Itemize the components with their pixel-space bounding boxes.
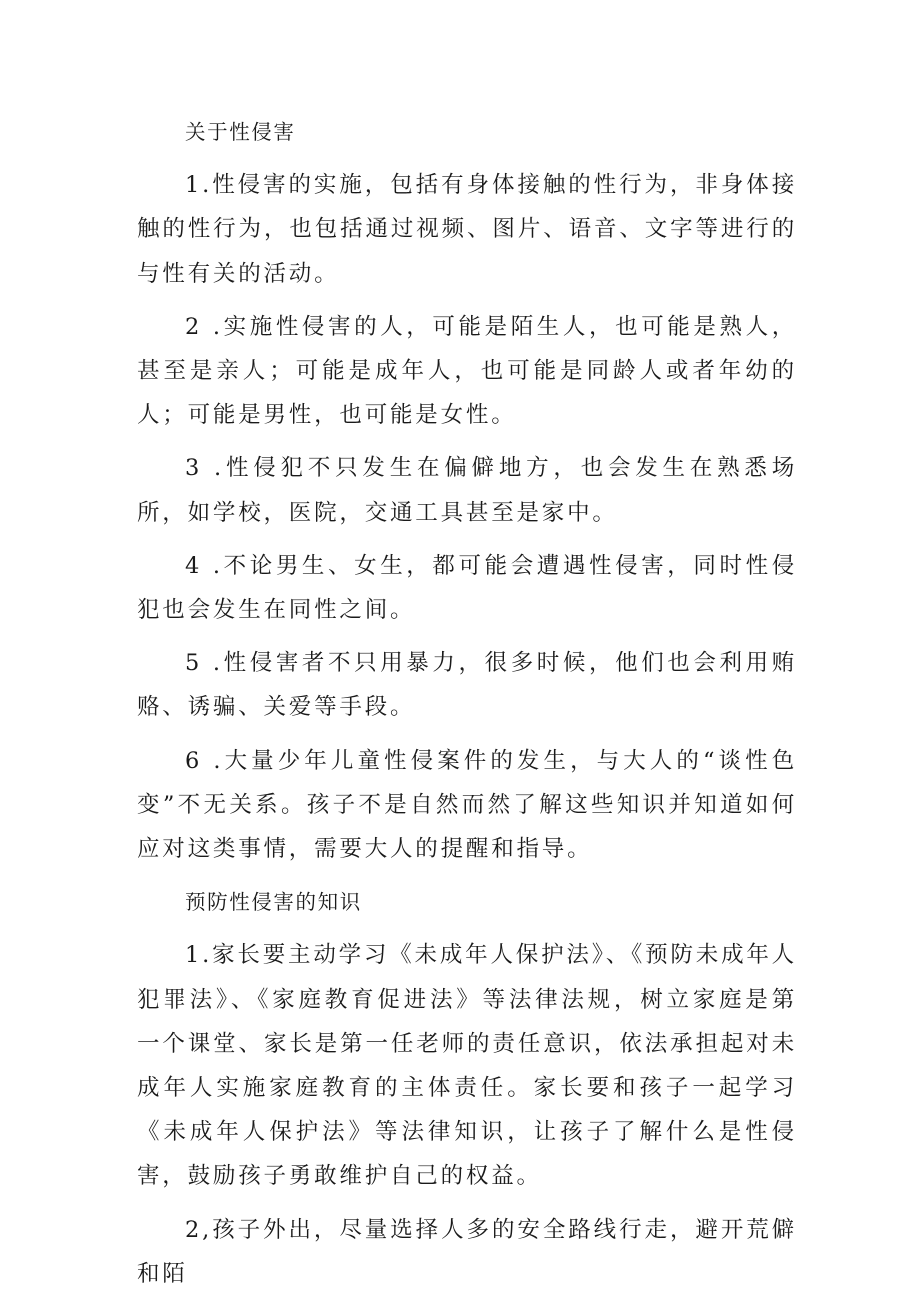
paragraph: 5 .性侵害者不只用暴力，很多时候，他们也会利用贿赂、诱骗、关爱等手段。 xyxy=(137,650,797,721)
paragraph: 1.性侵害的实施，包括有身体接触的性行为，非身体接触的性行为，也包括通过视频、图片、语音、文字等进行的与性有关的活动。 xyxy=(137,172,797,287)
paragraph: 2 .实施性侵害的人，可能是陌生人，也可能是熟人，甚至是亲人；可能是成年人，也可能是同龄人或者年幼的人；可能是男性，也可能是女性。 xyxy=(137,313,797,429)
paragraph: 6 .大量少年儿童性侵案件的发生，与大人的“谈性色变”不无关系。孩子不是自然而然了解这些知识并知道如何应对这类事情，需要大人的提醒和指导。 xyxy=(137,747,797,863)
paragraph: 4 .不论男生、女生，都可能会遭遇性侵害，同时性侵犯也会发生在同性之间。 xyxy=(137,552,797,624)
document-body xyxy=(137,110,797,1305)
paragraph: 3 .性侵犯不只发生在偏僻地方，也会发生在熟悉场所，如学校，医院，交通工具甚至是家中。 xyxy=(137,455,797,526)
section-heading-prevention-knowledge: 预防性侵害的知识 xyxy=(185,890,362,915)
paragraph: 2,孩子外出，尽量选择人多的安全路线行走，避开荒僻和陌 xyxy=(137,1216,797,1287)
section-heading-about-sexual-assault: 关于性侵害 xyxy=(185,120,296,144)
paragraph: 1.家长要主动学习《未成年人保护法》、《预防未成年人犯罪法》、《家庭教育促进法》等法律法规，树立家庭是第一个课堂、家长是第一任老师的责任意识，依法承担起对未成年人实施家庭教育的主体责任。家长要和孩子一起学习《未成年人保护法》等法律知识，让孩子了解什么是性侵害，鼓励孩子勇敢维护自己的权益。 xyxy=(137,942,797,1190)
